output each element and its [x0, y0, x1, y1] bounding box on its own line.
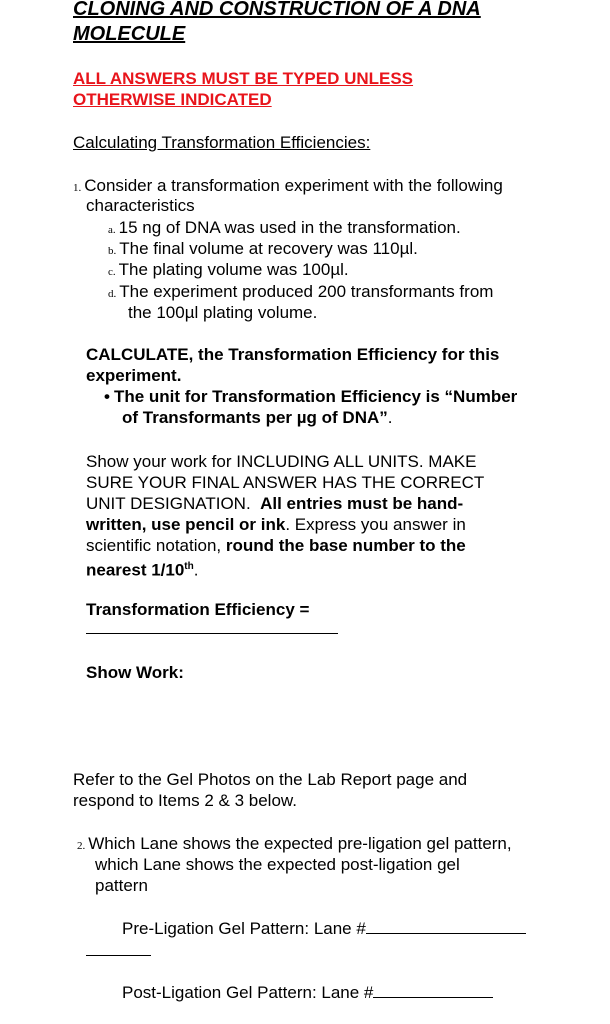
- item1-number: 1.: [73, 182, 82, 194]
- subitem-marker: d.: [108, 288, 117, 300]
- subitem-marker: b.: [108, 245, 117, 257]
- post-ligation-label: Post-Ligation Gel Pattern: Lane #: [122, 983, 374, 1002]
- calculate-line-1: CALCULATE, the Transformation Efficiency for this: [86, 345, 500, 364]
- item2-text: Which Lane shows the expected pre-ligation gel pattern,: [88, 834, 512, 853]
- instructions-line-4: [86, 514, 466, 535]
- subitem-text: 15 ng of DNA was used in the transformation.: [118, 218, 461, 237]
- item2-line-3: pattern: [95, 876, 148, 895]
- subitem-text: The plating volume was 100µl.: [118, 260, 349, 279]
- instructions-line-1: Show your work for INCLUDING ALL UNITS. MAKE: [86, 452, 477, 471]
- te-answer-line[interactable]: [86, 618, 338, 639]
- unit-note-period: .: [387, 408, 393, 427]
- instructions-line-2: SURE YOUR FINAL ANSWER HAS THE CORRECT: [86, 473, 485, 492]
- unit-note-text: The unit for Transformation Efficiency is “Number: [113, 387, 518, 406]
- post-ligation-row: [122, 982, 493, 1003]
- notice-line-2: OTHERWISE INDICATED: [73, 90, 272, 109]
- subitem-d-cont: the 100µl plating volume.: [128, 303, 318, 322]
- instr-text: . Express you answer in: [285, 515, 466, 534]
- instr-bold: All entries must be hand-: [260, 494, 464, 513]
- refer-line-1: Refer to the Gel Photos on the Lab Report page and: [73, 770, 468, 789]
- item2-number: 2.: [77, 840, 86, 852]
- post-ligation-answer-line[interactable]: [373, 983, 493, 998]
- item2-line-2: which Lane shows the expected post-ligation gel: [95, 855, 460, 874]
- instructions-line-5: [86, 535, 466, 556]
- instr-sup: th: [184, 561, 194, 572]
- pre-ligation-answer-line[interactable]: [366, 919, 526, 934]
- instructions-line-6: [86, 556, 198, 581]
- subitem-marker: c.: [108, 266, 116, 278]
- instr-bold: nearest 1/10: [86, 560, 185, 580]
- title-line-1: CLONING AND CONSTRUCTION OF A DNA: [73, 0, 481, 20]
- te-label: Transformation Efficiency =: [86, 600, 310, 619]
- subitem-text: The final volume at recovery was 110µl.: [119, 239, 418, 258]
- pre-ligation-answer-line-cont[interactable]: [86, 940, 151, 961]
- unit-note-line-1: [104, 386, 517, 407]
- item1-line-2: characteristics: [86, 196, 195, 215]
- instructions-line-3: [86, 493, 463, 514]
- instr-text: .: [193, 560, 199, 580]
- item1-text: Consider a transformation experiment with the following: [84, 176, 503, 195]
- bullet-icon: •: [104, 387, 110, 406]
- instr-text: UNIT DESIGNATION.: [86, 494, 261, 513]
- calculate-line-2: experiment.: [86, 366, 182, 385]
- unit-note-line-2: [122, 407, 393, 428]
- subitem-c: [108, 259, 349, 283]
- section-heading: Calculating Transformation Efficiencies:: [73, 133, 371, 152]
- pre-ligation-label: Pre-Ligation Gel Pattern: Lane #: [122, 919, 366, 938]
- show-work-label: Show Work:: [86, 663, 184, 682]
- unit-note-text: of Transformants per µg of DNA”: [122, 408, 388, 427]
- subitem-text: The experiment produced 200 transformants from: [119, 282, 494, 301]
- instr-bold: round the base number to the: [225, 536, 466, 555]
- title-line-2: MOLECULE: [73, 23, 186, 45]
- notice-line-1: ALL ANSWERS MUST BE TYPED UNLESS: [73, 69, 414, 88]
- refer-line-2: respond to Items 2 & 3 below.: [73, 791, 297, 810]
- subitem-marker: a.: [108, 224, 116, 236]
- instr-text: scientific notation,: [86, 536, 226, 555]
- instr-bold: written, use pencil or ink: [86, 515, 286, 534]
- pre-ligation-row: [122, 918, 526, 939]
